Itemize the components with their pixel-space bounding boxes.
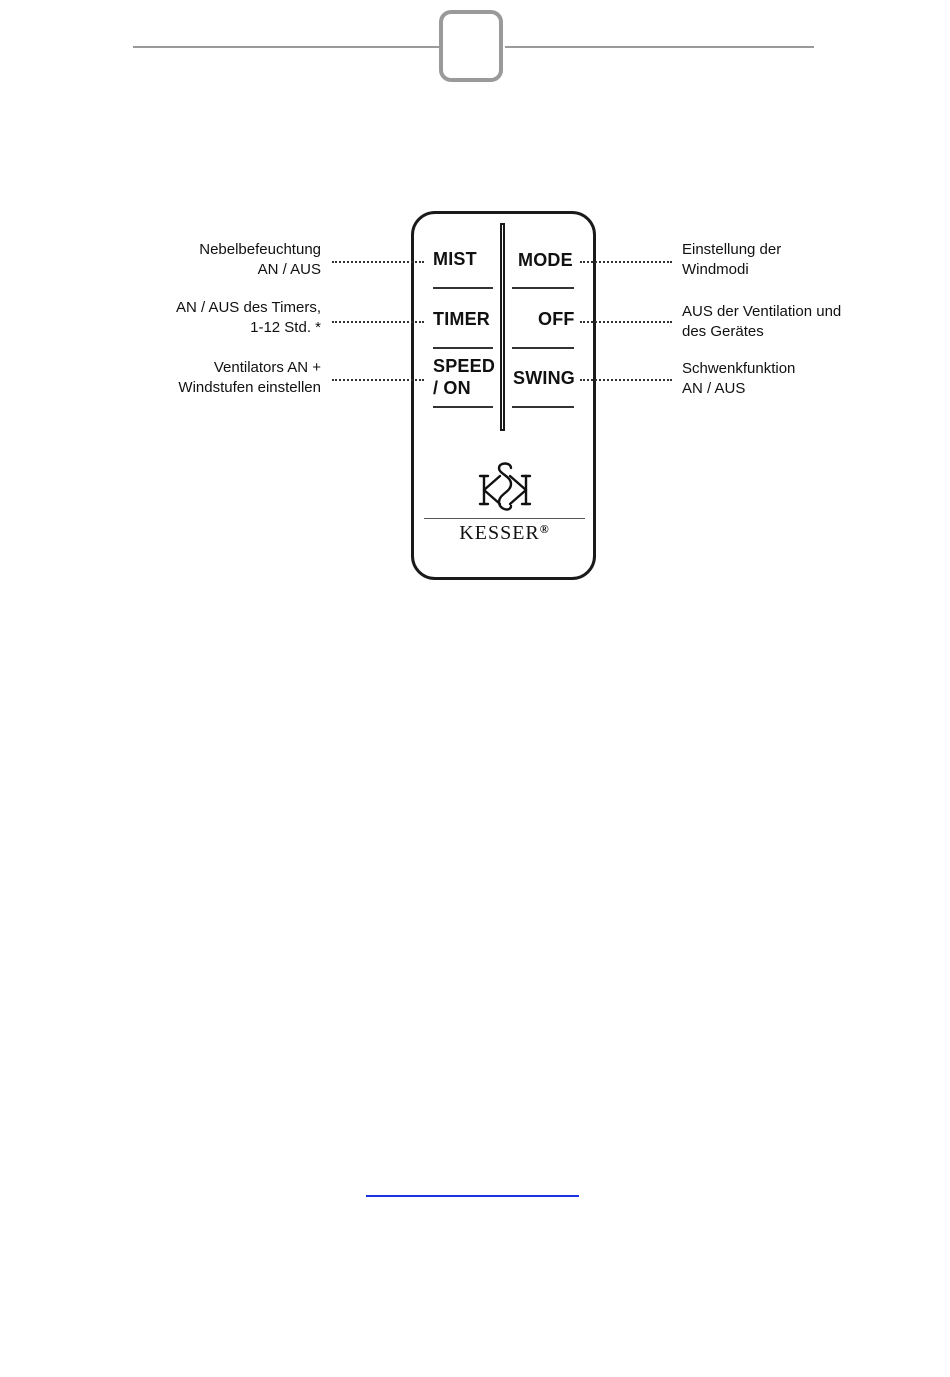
button-separator [433, 406, 493, 408]
header-bracket-box [439, 10, 503, 82]
mist-button[interactable]: MIST [433, 249, 477, 269]
button-separator [433, 287, 493, 289]
logo-rule [424, 518, 585, 519]
button-separator [433, 347, 493, 349]
off-label: AUS der Ventilation und des Gerätes [682, 303, 842, 340]
mist-label: Nebelbefeuchtung AN / AUS [199, 241, 321, 278]
speed-label: Ventilators AN + Windstufen einstellen [178, 359, 321, 396]
mode-button[interactable]: MODE [518, 250, 573, 270]
leader-dots [332, 321, 424, 323]
timer-label: AN / AUS des Timers, 1-12 Std. * [175, 299, 321, 336]
hyperlink-underline[interactable] [366, 1195, 579, 1197]
leader-dots [332, 261, 424, 263]
button-separator [512, 406, 574, 408]
speed-button-line2: / ON [433, 378, 471, 398]
speed-button-line1: SPEED [433, 356, 496, 376]
kesser-monogram-icon [478, 460, 532, 516]
leader-dots [580, 261, 672, 263]
button-separator [512, 287, 574, 289]
swing-label: Schwenkfunktion AN / AUS [682, 360, 796, 397]
speed-on-button[interactable] [433, 355, 495, 399]
remote-center-divider [500, 223, 505, 431]
header-rule-right [505, 46, 814, 48]
leader-dots [580, 379, 672, 381]
swing-button[interactable]: SWING [513, 368, 575, 388]
brand-name: KESSER® [459, 522, 550, 544]
leader-dots [580, 321, 672, 323]
leader-dots [332, 379, 424, 381]
button-separator [512, 347, 574, 349]
off-button[interactable]: OFF [538, 309, 575, 329]
mode-label: Einstellung der Windmodi [682, 241, 782, 278]
header-rule-left [133, 46, 441, 48]
timer-button[interactable]: TIMER [433, 309, 490, 329]
